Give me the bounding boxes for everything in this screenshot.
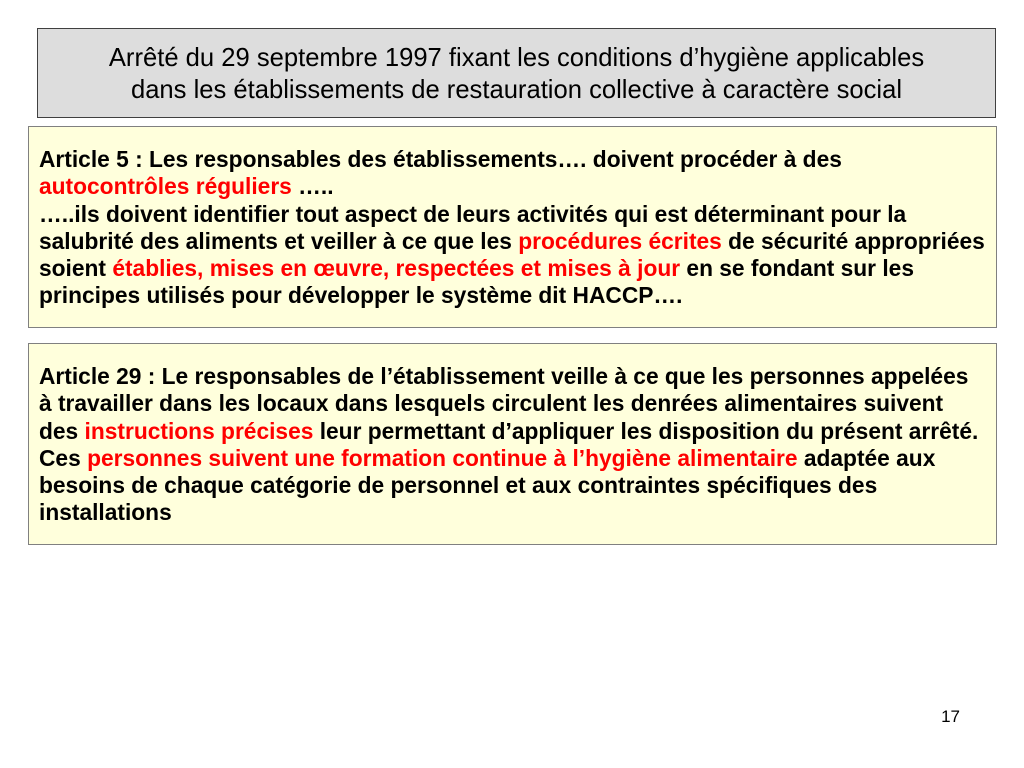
text-segment: …..ils doivent identifier tout aspect de leurs activités qui est déterminant pour la <box>39 200 907 227</box>
article-29-line <box>39 472 978 499</box>
article-5-text <box>39 146 985 310</box>
text-segment: Ces <box>39 444 88 471</box>
text-segment: des <box>39 417 85 444</box>
highlighted-phrase: établies, mises en œuvre, respectées et mises à jour <box>112 255 681 282</box>
article-29-line <box>39 390 978 417</box>
text-segment: ….. <box>291 173 334 200</box>
text-segment: Article 29 : Le responsables de l’établissement veille à ce que les personnes appelées <box>39 363 969 389</box>
article-5-box <box>28 126 997 328</box>
slide-title-box <box>37 28 996 118</box>
slide-title-line: dans les établissements de restauration collective à caractère social <box>130 76 903 104</box>
text-segment: besoins de chaque catégorie de personnel et aux contraintes spécifiques des <box>39 472 878 499</box>
text-segment: en se fondant sur les <box>680 255 914 282</box>
highlighted-phrase: instructions précises <box>84 417 314 444</box>
article-29-text <box>39 363 978 527</box>
article-5-line <box>39 255 985 282</box>
article-29-box <box>28 343 997 545</box>
text-segment: adaptée aux <box>797 444 936 471</box>
article-5-line <box>39 228 985 255</box>
article-5-line <box>39 201 985 228</box>
text-segment: à travailler dans les locaux dans lesquels circulent les denrées alimentaires suivent <box>39 390 944 417</box>
article-29-line <box>39 499 978 526</box>
article-29-line <box>39 418 978 445</box>
text-segment: installations <box>39 499 172 526</box>
slide-title <box>38 42 995 106</box>
text-segment: salubrité des aliments et veiller à ce que les <box>39 227 519 254</box>
text-segment: soient <box>39 255 113 282</box>
article-5-line <box>39 146 985 173</box>
text-segment: de sécurité appropriées <box>721 227 985 254</box>
text-segment: Article 5 : Les responsables des établissements…. doivent procéder à des <box>39 146 842 172</box>
highlighted-phrase: procédures écrites <box>518 227 722 254</box>
highlighted-phrase: autocontrôles réguliers <box>39 173 292 200</box>
highlighted-phrase: personnes suivent une formation continue à l’hygiène alimentaire <box>87 444 798 471</box>
article-5-line <box>39 282 985 309</box>
page-number: 17 <box>941 707 960 726</box>
text-segment: leur permettant d’appliquer les disposition du présent arrêté. <box>313 417 979 444</box>
article-29-line <box>39 445 978 472</box>
article-5-line <box>39 173 985 200</box>
article-29-line <box>39 363 978 390</box>
text-segment: principes utilisés pour développer le système dit HACCP…. <box>39 282 683 309</box>
slide-title-line: Arrêté du 29 septembre 1997 fixant les conditions d’hygiène applicables <box>108 44 925 72</box>
